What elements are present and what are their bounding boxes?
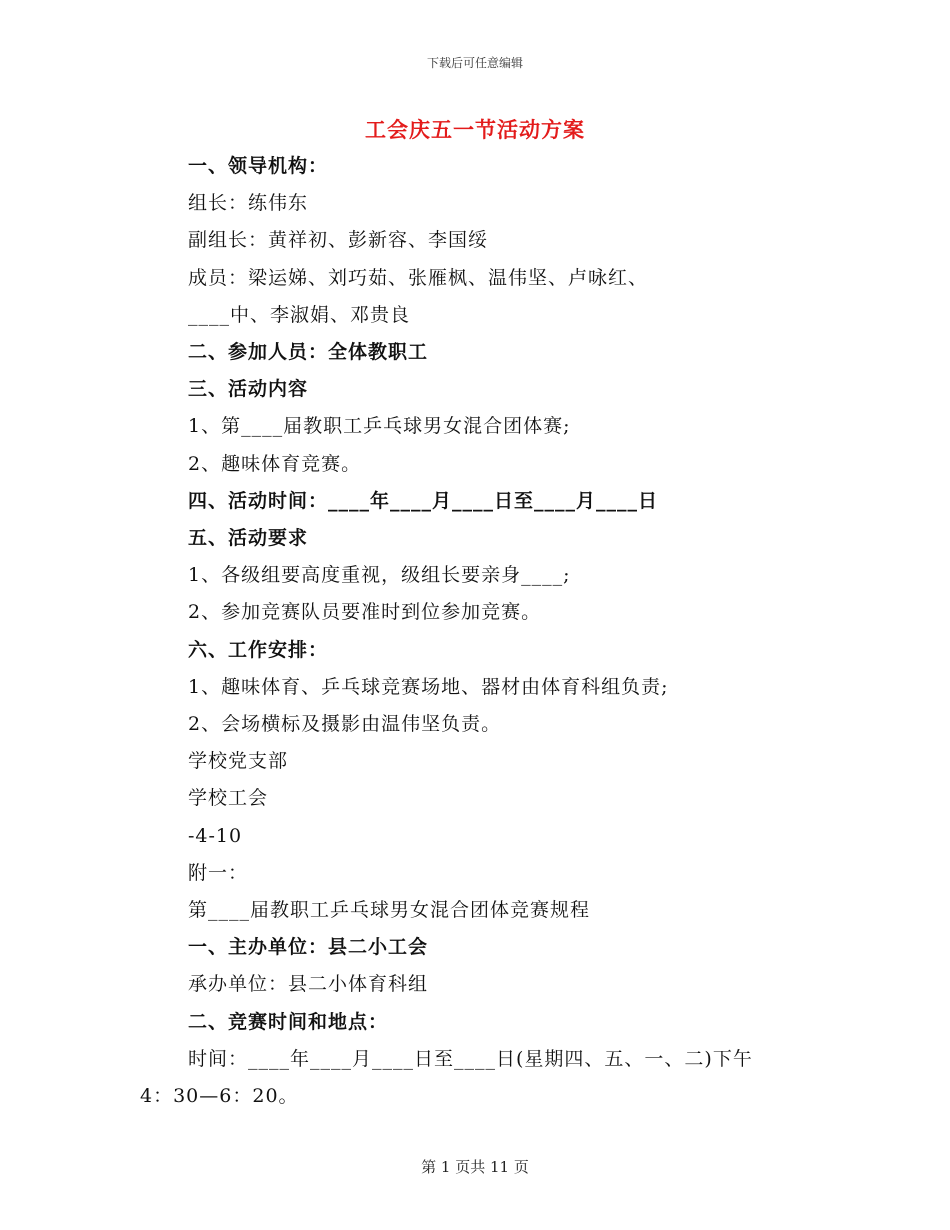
body-line: 时间：____年____月____日至____日(星期四、五、一、二)下午	[188, 1047, 753, 1070]
body-line: 2、参加竞赛队员要准时到位参加竞赛。	[188, 601, 542, 624]
body-line: 副组长：黄祥初、彭新容、李国绥	[188, 229, 489, 252]
body-line: 1、各级组要高度重视，级组长要亲身____;	[188, 564, 571, 587]
section-heading: 二、竞赛时间和地点：	[188, 1010, 389, 1033]
section-heading: 五、活动要求	[188, 527, 309, 549]
page-footer-page-info: 第 1 页共 11 页	[421, 1158, 529, 1176]
section-heading: 六、工作安排：	[188, 638, 329, 661]
body-line: ____中、李淑娟、邓贵良	[188, 303, 411, 326]
body-line: 成员：梁运娣、刘巧茹、张雁枫、温伟坚、卢咏红、	[188, 266, 649, 289]
body-line: 组长：练伟东	[188, 192, 309, 215]
section-heading: 一、主办单位：县二小工会	[188, 936, 429, 959]
section-heading: 三、活动内容	[188, 378, 309, 401]
body-line: 1、第____届教职工乒乓球男女混合团体赛;	[188, 415, 571, 438]
page-header-note: 下载后可任意编辑	[426, 56, 523, 70]
section-heading: 一、领导机构：	[188, 155, 329, 177]
body-line: 第____届教职工乒乓球男女混合团体竞赛规程	[188, 899, 591, 921]
body-line: 2、会场横标及摄影由温伟坚负责。	[188, 713, 502, 735]
body-line: 承办单位：县二小体育科组	[188, 973, 429, 996]
section-heading: 四、活动时间：____年____月____日至____月____日	[188, 489, 659, 512]
body-line: -4-10	[188, 824, 243, 847]
section-heading: 二、参加人员：全体教职工	[188, 341, 429, 363]
body-line: 学校党支部	[188, 750, 289, 773]
body-line: 学校工会	[188, 787, 269, 810]
body-line: 附一：	[188, 861, 249, 884]
body-line: 2、趣味体育竞赛。	[188, 452, 362, 475]
body-line: 4：30—6：20。	[140, 1085, 299, 1107]
document-title: 工会庆五一节活动方案	[365, 117, 585, 142]
body-line: 1、趣味体育、乒乓球竞赛场地、器材由体育科组负责;	[188, 675, 669, 698]
